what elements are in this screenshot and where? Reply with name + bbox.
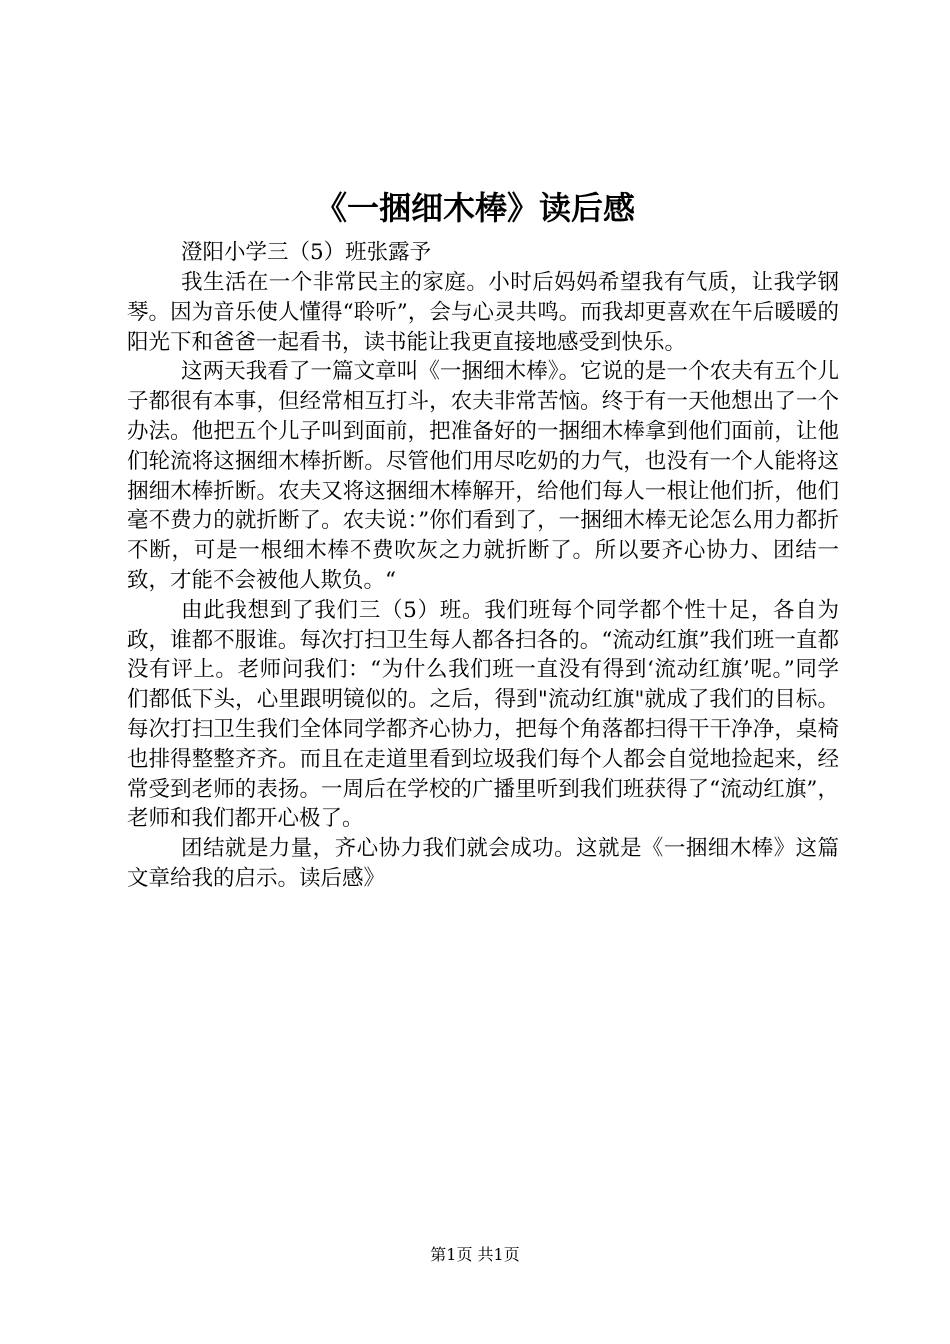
paragraph: 团结就是力量，齐心协力我们就会成功。这就是《一捆细木棒》这篇文章给我的启示。读后感》 — [127, 836, 839, 891]
paragraph: 我生活在一个非常民主的家庭。小时后妈妈希望我有气质，让我学钢琴。因为音乐使人懂得“聆听”，会与心灵共鸣。而我却更喜欢在午后暖暖的阳光下和爸爸一起看书，读书能让我更直接地感受到快乐。 — [127, 270, 839, 355]
author-line: 澄阳小学三（5）班张露予 — [181, 240, 432, 265]
paragraph: 这两天我看了一篇文章叫《一捆细木棒》。它说的是一个农夫有五个儿子都很有本事，但经常相互打斗，农夫非常苦恼。终于有一天他想出了一个办法。他把五个儿子叫到面前，把准备好的一捆细木棒拿到他们面前，让他们轮流将这捆细木棒折断。尽管他们用尽吃奶的力气，也没有一个人能将这捆细木棒折断。农夫又将这捆细木棒解开，给他们每人一根让他们折，他们毫不费力的就折断了。农夫说：”你们看到了，一捆细木棒无论怎么用力都折不断，可是一根细木棒不费吹灰之力就折断了。所以要齐心协力、团结一致，才能不会被他人欺负。“ — [127, 359, 839, 593]
document-body — [127, 268, 839, 894]
paragraph: 由此我想到了我们三（5）班。我们班每个同学都个性十足，各自为政，谁都不服谁。每次打扫卫生每人都各扫各的。“流动红旗”我们班一直都没有评上。老师问我们：“为什么我们班一直没有得到‘流动红旗’呢。”同学们都低下头，心里跟明镜似的。之后，得到"流动红旗"就成了我们的目标。每次打扫卫生我们全体同学都齐心协力，把每个角落都扫得干干净净，桌椅也排得整整齐齐。而且在走道里看到垃圾我们每个人都会自觉地捡起来，经常受到老师的表扬。一周后在学校的广播里听到我们班获得了“流动红旗”，老师和我们都开心极了。 — [127, 597, 839, 832]
page-footer: 第1页 共1页 — [430, 1245, 520, 1264]
document-title: 《一捆细木棒》读后感 — [314, 189, 635, 227]
